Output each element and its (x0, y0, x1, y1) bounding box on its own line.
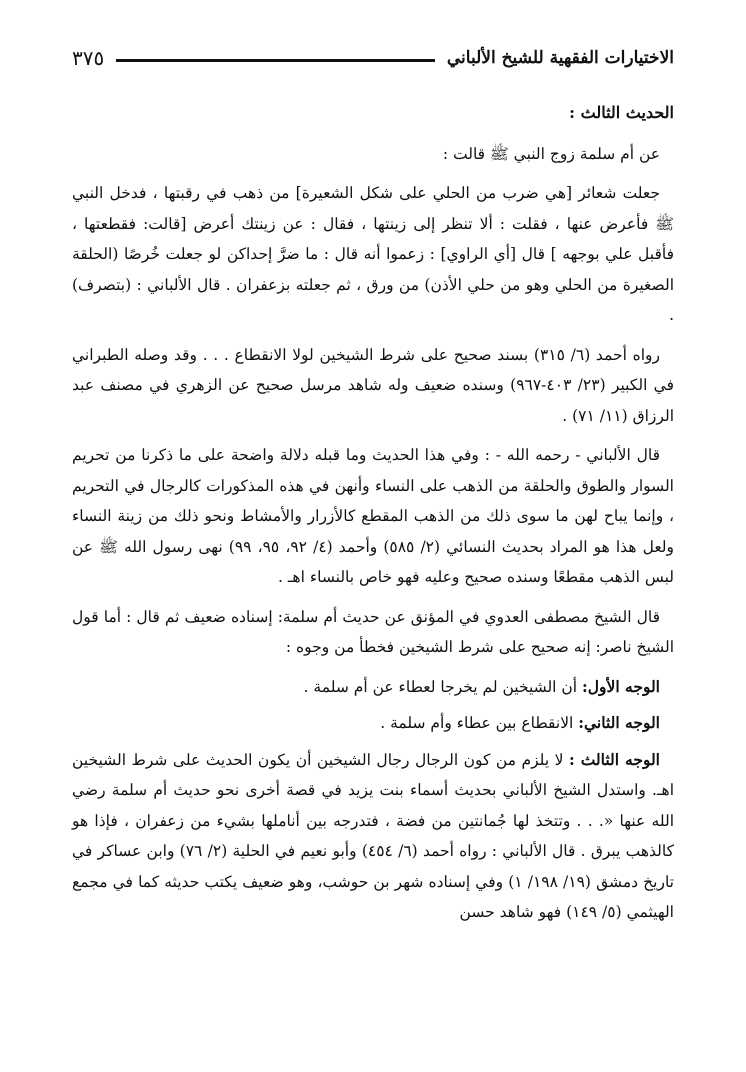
running-title: الاختيارات الفقهية للشيخ الألباني (446, 48, 674, 68)
hadith-intro: عن أم سلمة زوج النبي ﷺ قالت : (442, 144, 660, 163)
adawi-intro: قال الشيخ مصطفى العدوي في المؤنق عن حديث أم سلمة: إسناده ضعيف ثم قال : أما قول الشيخ ناصر: إنه صحيح على شرط الشيخين فخطأ من وجوه : (72, 607, 674, 656)
aspect-third-label: الوجه الثالث : (569, 749, 660, 769)
aspect-first-text: أن الشيخين لم يخرجا لعطاء عن أم سلمة . (303, 677, 578, 696)
page-body (72, 98, 674, 928)
aspect-third (72, 745, 674, 928)
aspect-first-label: الوجه الأول: (582, 676, 660, 696)
section-title: الحديث الثالث : (569, 103, 674, 122)
aspect-second-label: الوجه الثاني: (578, 713, 660, 732)
aspect-first (72, 672, 674, 703)
aspect-second-text: الانقطاع بين عطاء وأم سلمة . (380, 714, 574, 732)
header-rule (116, 59, 435, 62)
page-header (72, 38, 674, 78)
hadith-text: جعلت شعائر [هي ضرب من الحلي على شكل الشعيرة] من ذهب في رقبتها ، فدخل النبي ﷺ فأعرض عنها ، فقلت : ألا تنظر إلى زينتها ، فقال : عن زينتك أعرض [قالت: فقطعتها ، فأقبل علي بوجهه ] قال [أي الراوي] : زعموا أنه قال : ما ضرَّ إحداكن لو جعلت خُرصًا (الحلقة الصغيرة من الحلي وهو من حلي الأذن) من ورق ، ثم جعلته بزعفران . قال الألباني : (بتصرف) . (72, 184, 674, 324)
albani-comment: قال الألباني - رحمه الله - : وفي هذا الحديث وما قبله دلالة واضحة على ما ذكرنا من تحريم السوار والطوق والحلقة من الذهب على النساء وأنهن في هذه المذكورات كالرجال في التحريم ، وإنما يباح لهن ما سوى ذلك من الذهب المقطع كالأزرار والأمشاط ونحو ذلك من زينة النساء ولعل هذا هو المراد بحديث النسائي (٢/ ٥٨٥) وأحمد (٤/ ٩٢، ٩٥، ٩٩) نهى رسول الله ﷺ عن لبس الذهب مقطعًا وسنده صحيح وعليه فهو خاص بالنساء اهـ . (72, 446, 675, 586)
aspect-second (72, 708, 674, 739)
page-number: ٣٧٥ (72, 46, 105, 70)
narration-paragraph: رواه أحمد (٦/ ٣١٥) بسند صحيح على شرط الشيخين لولا الانقطاع . . . وقد وصله الطبراني في الكبير (٢٣/ ٤٠٣-٩٦٧) وسنده ضعيف وله شاهد مرسل صحيح عن الزهري في مصنف عبد الرزاق (١١/ ٧١) . (72, 345, 674, 425)
aspect-third-text: لا يلزم من كون الرجال رجال الشيخين أن يكون الحديث على شرط الشيخين اهـ. واستدل الشيخ الألباني بحديث أسماء بنت يزيد في قصة أخرى نحو حديث أم سلمة رضي الله عنها «. . . وتتخذ لها جُمانتين من فضة ، فتدرجه بين أناملها بشيء من زعفران ، فإذا هو كالذهب يبرق . قال الألباني : رواه أحمد (٦/ ٤٥٤) وأبو نعيم في الحلية (٢/ ٧٦) وابن عساكر في تاريخ دمشق (١٩/ ١٩٨/ ١) وفي إسناده شهر بن حوشب، وهو ضعيف يكتب حديثه كما في مجمع الهيثمي (٥/ ١٤٩) فهو شاهد حسن (72, 750, 674, 921)
